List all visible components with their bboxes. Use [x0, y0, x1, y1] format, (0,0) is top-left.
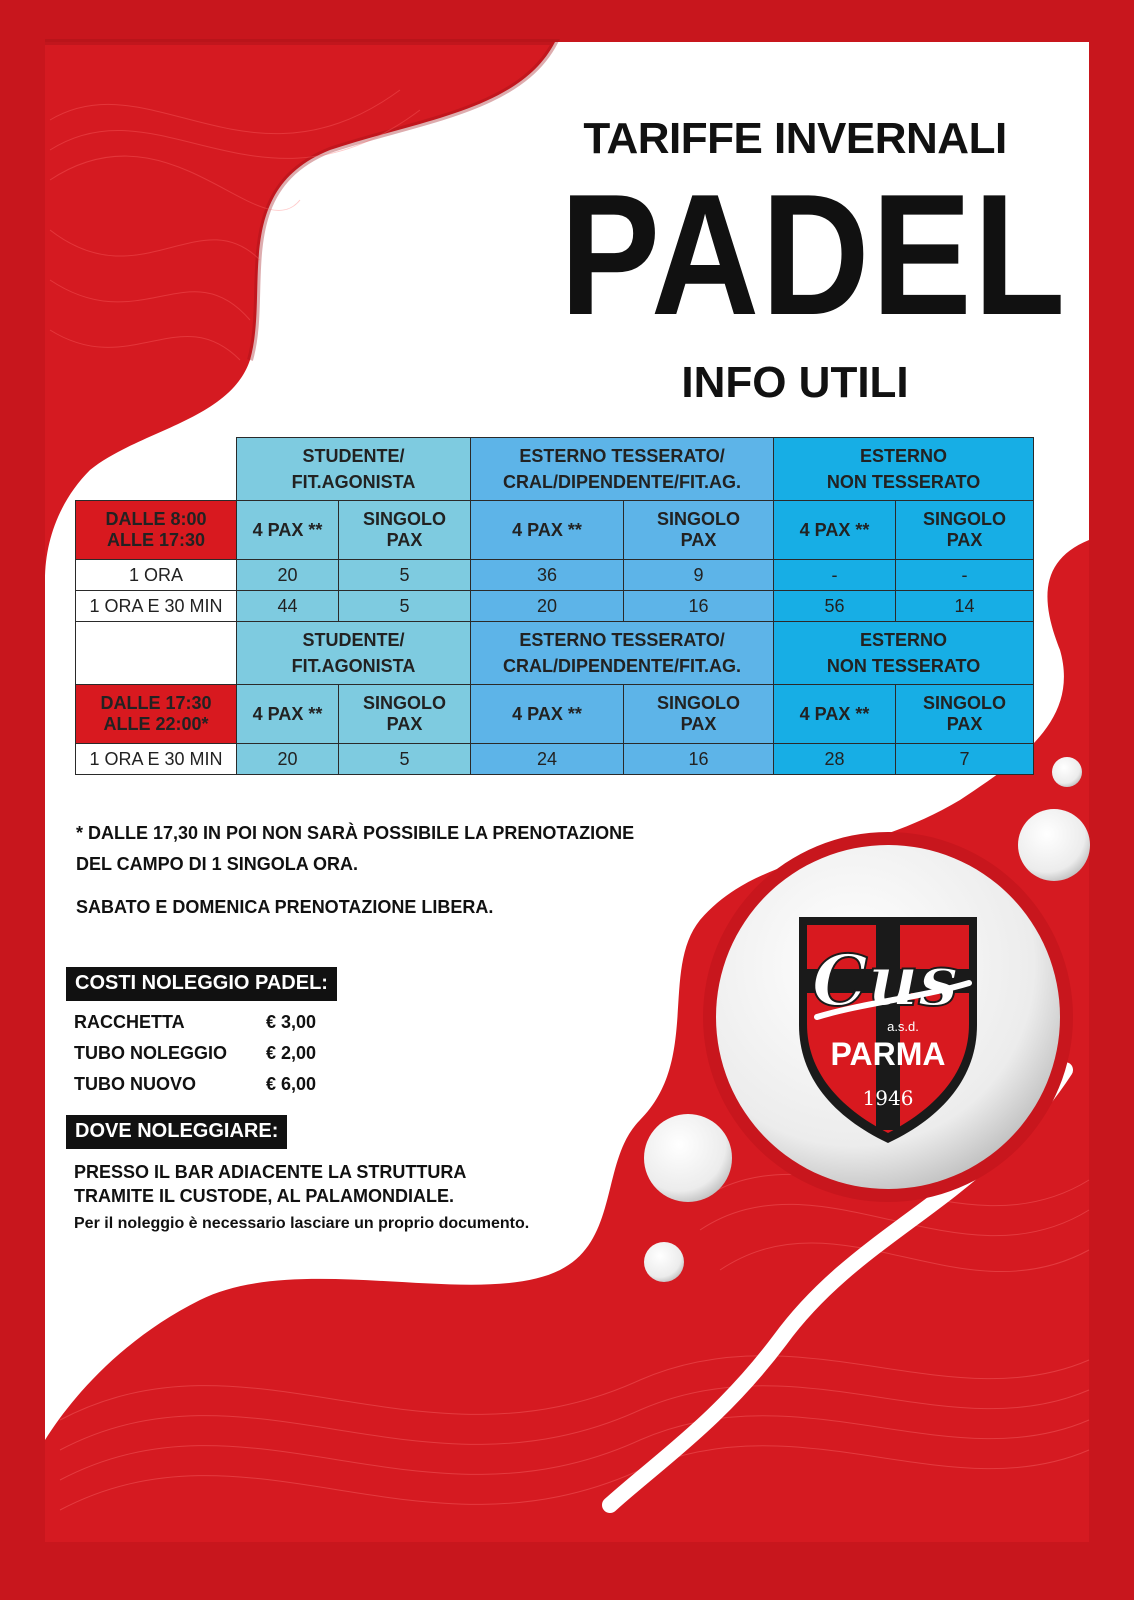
- group-header-esterno-tesserato: ESTERNO TESSERATO/ CRAL/DIPENDENTE/FIT.AG.: [471, 438, 774, 501]
- table-cell: 20: [237, 560, 339, 591]
- cost-item-price: € 2,00: [266, 1043, 317, 1063]
- group-header-studente: STUDENTE/ FIT.AGONISTA: [237, 438, 471, 501]
- row-label: 1 ORA: [76, 560, 237, 591]
- note-line: * DALLE 17,30 IN POI NON SARÀ POSSIBILE LA PRENOTAZIONE: [76, 823, 635, 843]
- where-heading: DOVE NOLEGGIARE:: [66, 1115, 287, 1149]
- table-row: [76, 560, 1034, 591]
- logo-script-text: Cus: [811, 939, 959, 1022]
- table-cell: 14: [896, 591, 1034, 622]
- table-cell: 16: [624, 591, 774, 622]
- table-cell: 5: [339, 591, 471, 622]
- table-cell: 24: [471, 744, 624, 775]
- where-line: TRAMITE IL CUSTODE, AL PALAMONDIALE.: [74, 1186, 455, 1206]
- table-cell: -: [896, 560, 1034, 591]
- where-section: [74, 1160, 529, 1236]
- subheader-singolo: SINGOLO PAX: [896, 501, 1034, 560]
- group-header-esterno-non-tesserato: ESTERNO NON TESSERATO: [774, 438, 1034, 501]
- title-info-utili: INFO UTILI: [681, 358, 909, 407]
- subheader-4pax: 4 PAX **: [774, 501, 896, 560]
- cost-item-price: € 3,00: [266, 1012, 317, 1032]
- cost-item-name: TUBO NOLEGGIO: [74, 1043, 227, 1063]
- note-line: DEL CAMPO DI 1 SINGOLA ORA.: [76, 854, 359, 874]
- notes-section: [76, 818, 634, 923]
- cus-parma-logo: [793, 907, 983, 1147]
- table-row: [76, 744, 1034, 775]
- subheader-singolo: SINGOLO PAX: [339, 501, 471, 560]
- group-header-row: [76, 438, 1034, 501]
- table-cell: 56: [774, 591, 896, 622]
- table-cell: 5: [339, 744, 471, 775]
- logo-city-text: PARMA: [830, 1036, 946, 1072]
- group-header-esterno-non-tesserato: ESTERNO NON TESSERATO: [774, 622, 1034, 685]
- where-line: PRESSO IL BAR ADIACENTE LA STRUTTURA: [74, 1162, 467, 1182]
- cost-item-price: € 6,00: [266, 1074, 317, 1094]
- empty-cell: [76, 622, 237, 685]
- row-label: 1 ORA E 30 MIN: [76, 744, 237, 775]
- subheader-singolo: SINGOLO PAX: [339, 685, 471, 744]
- time-slot-evening: DALLE 17:30 ALLE 22:00*: [76, 685, 237, 744]
- note-line: SABATO E DOMENICA PRENOTAZIONE LIBERA.: [76, 897, 494, 917]
- cost-item-name: RACCHETTA: [74, 1012, 185, 1032]
- cost-item-name: TUBO NUOVO: [74, 1074, 197, 1094]
- subheader-singolo: SINGOLO PAX: [624, 685, 774, 744]
- table-row: [76, 591, 1034, 622]
- table-cell: 36: [471, 560, 624, 591]
- table-cell: 16: [624, 744, 774, 775]
- logo-year-text: 1946: [862, 1086, 914, 1110]
- table-cell: 9: [624, 560, 774, 591]
- where-note: Per il noleggio è necessario lasciare un proprio documento.: [74, 1215, 530, 1232]
- subheader-4pax: 4 PAX **: [471, 685, 624, 744]
- table-cell: 28: [774, 744, 896, 775]
- subheader-4pax: 4 PAX **: [237, 501, 339, 560]
- table-cell: 44: [237, 591, 339, 622]
- subheader-singolo: SINGOLO PAX: [896, 685, 1034, 744]
- group-header-esterno-tesserato: ESTERNO TESSERATO/ CRAL/DIPENDENTE/FIT.AG.: [471, 622, 774, 685]
- table-cell: 7: [896, 744, 1034, 775]
- title-tariffe-invernali: TARIFFE INVERNALI: [583, 114, 1007, 163]
- group-header-studente: STUDENTE/ FIT.AGONISTA: [237, 622, 471, 685]
- subheader-row: [76, 685, 1034, 744]
- list-item: [74, 1012, 316, 1043]
- logo-asd-text: a.s.d.: [887, 1019, 919, 1034]
- costs-heading: COSTI NOLEGGIO PADEL:: [66, 967, 337, 1001]
- title-padel: PADEL: [560, 157, 1068, 351]
- table-cell: -: [774, 560, 896, 591]
- table-cell: 20: [471, 591, 624, 622]
- row-label: 1 ORA E 30 MIN: [76, 591, 237, 622]
- rates-table: [75, 437, 1034, 775]
- subheader-row: [76, 501, 1034, 560]
- costs-list: [74, 1012, 316, 1105]
- list-item: [74, 1074, 316, 1105]
- table-cell: 20: [237, 744, 339, 775]
- empty-corner-cell: [76, 438, 237, 501]
- subheader-4pax: 4 PAX **: [471, 501, 624, 560]
- list-item: [74, 1043, 316, 1074]
- subheader-4pax: 4 PAX **: [774, 685, 896, 744]
- table-cell: 5: [339, 560, 471, 591]
- subheader-singolo: SINGOLO PAX: [624, 501, 774, 560]
- subheader-4pax: 4 PAX **: [237, 685, 339, 744]
- time-slot-morning: DALLE 8:00 ALLE 17:30: [76, 501, 237, 560]
- group-header-row: [76, 622, 1034, 685]
